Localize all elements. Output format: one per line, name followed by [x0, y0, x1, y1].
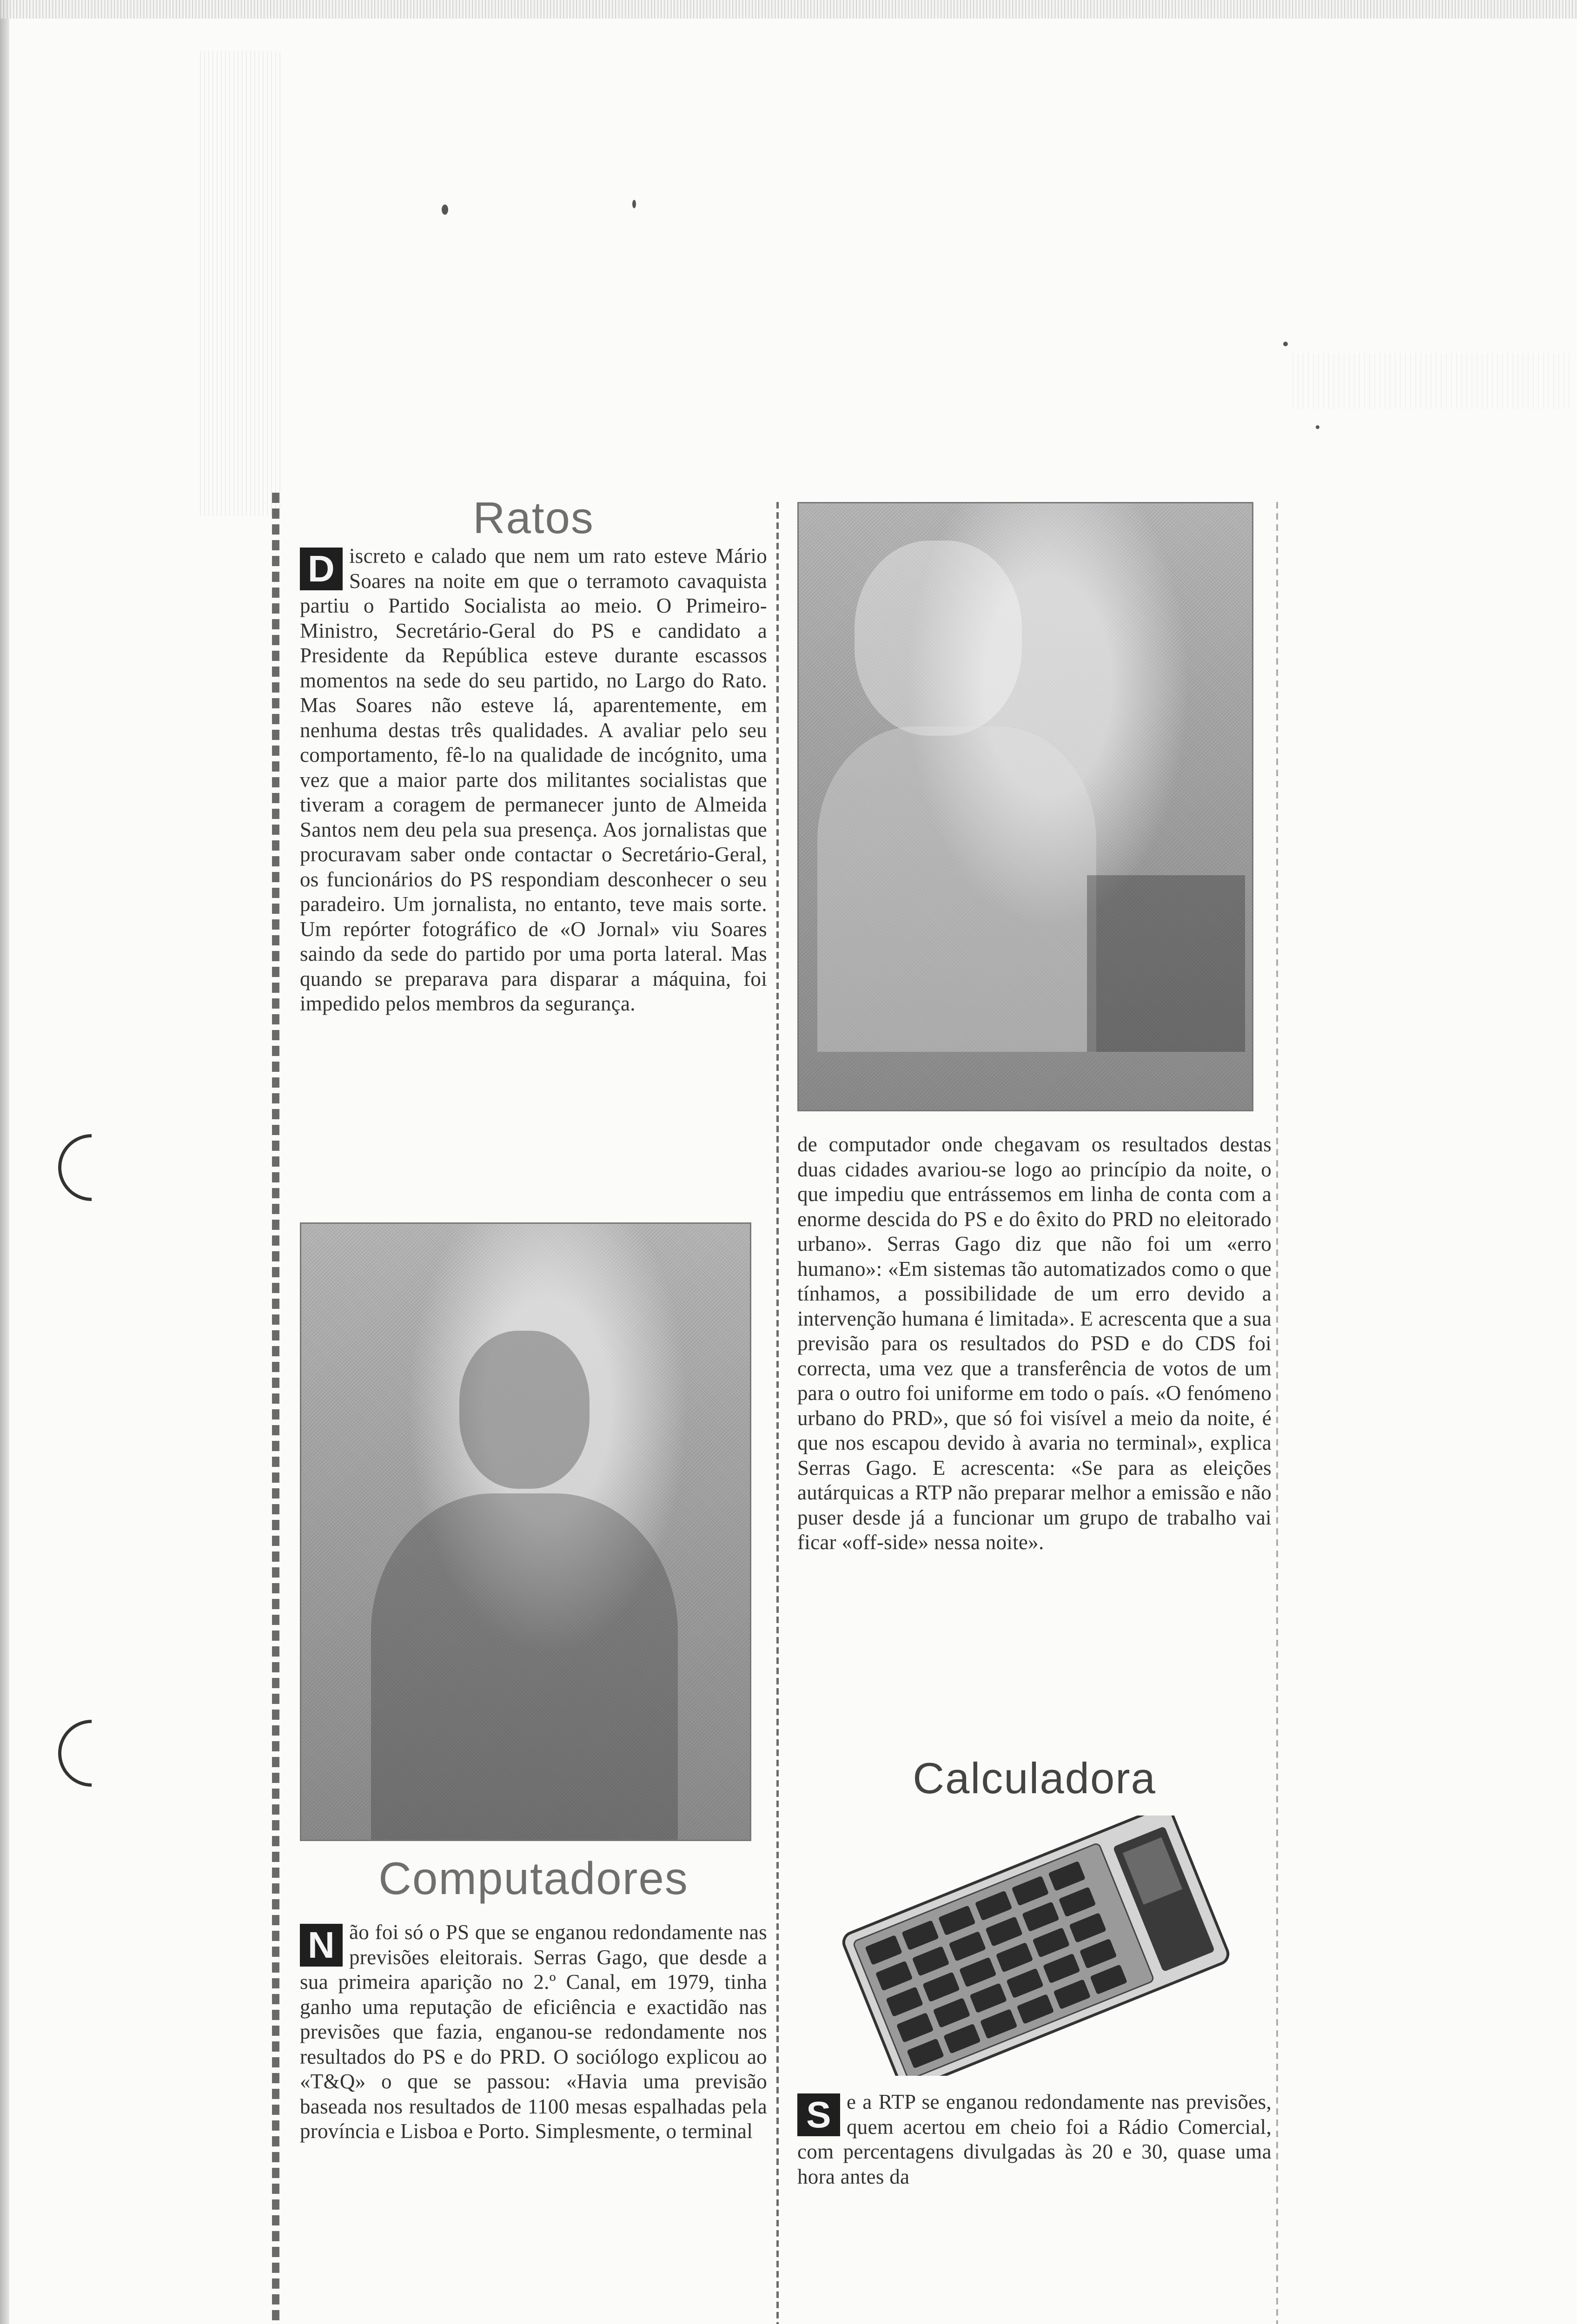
scan-speck	[1316, 425, 1319, 429]
computadores-body	[300, 1920, 767, 2264]
photo-head	[459, 1331, 590, 1489]
scan-speck	[632, 200, 636, 208]
ratos-dropcap: D	[300, 548, 343, 590]
newspaper-clipping	[272, 493, 1285, 2324]
computadores-headline: Computadores	[378, 1853, 689, 1904]
scan-speck	[1283, 342, 1288, 346]
bleed-through-right	[1292, 353, 1571, 409]
computadores-dropcap: N	[300, 1924, 343, 1967]
scan-speck	[442, 205, 448, 215]
clipping-right-edge	[1276, 502, 1278, 2324]
right-column	[797, 493, 1272, 2215]
column-divider	[776, 502, 779, 2324]
calculator-illustration	[797, 1816, 1262, 2076]
photo-torso	[371, 1493, 678, 1840]
computer-operator-photo	[797, 502, 1253, 1111]
photo-figure-head	[855, 541, 1022, 736]
calculadora-text: e a RTP se enganou redondamente nas previsões, quem acertou em cheio foi a Rádio Comercial, com percentagens divulgadas às 20 e 30, quase uma hora antes da	[797, 2090, 1272, 2188]
left-column	[300, 493, 767, 2264]
bleed-through-column	[200, 51, 284, 516]
computadores-text: ão foi só o PS que se enganou redondamente nas previsões eleitorais. Serras Gago, que desde a sua primeira aparição no 2.º Canal, em 1979, tinha ganho uma reputação de eficiência e exactidão nas previsões que fazia, enganou-se redondamente nos resultados do PS e do PRD. O sociólogo explicou ao «T&Q» o que se passou: «Havia uma previsão baseada nos resultados de 1100 mesas espalhadas pela província e Lisboa e Porto. Simplesmente, o terminal	[300, 1921, 767, 2143]
portrait-photo	[300, 1222, 751, 1841]
ratos-text: iscreto e calado que nem um rato esteve Mário Soares na noite em que o terramoto cavaquista partiu o Partido Socialista ao meio. O Primeiro-Ministro, Secretário-Geral do PS e candidato a Presidente da República esteve durante escassos momentos na sede do seu partido, no Largo do Rato. Mas Soares não esteve lá, aparentemente, em nenhuma destas três qualidades. A avaliar pelo seu comportamento, fê-lo na qualidade de incógnito, uma vez que a maior parte dos militantes socialistas que tiveram a coragem de permanecer junto de Almeida Santos nem deu pela sua presença. Aos jornalistas que procuravam saber onde contactar o Secretário-Geral, os funcionários do PS respondiam desconhecer o seu paradeiro. Um jornalista, no entanto, teve mais sorte. Um repórter fotográfico de «O Jornal» viu Soares saindo da sede do partido por uma porta lateral. Mas quando se preparava para disparar a máquina, foi impedido pelos membros da segurança.	[300, 544, 767, 1015]
scan-noise-top	[0, 0, 1577, 19]
punch-hole-upper	[44, 1120, 139, 1215]
scan-left-edge	[0, 0, 9, 2324]
photo-keyboard	[1087, 875, 1245, 1052]
calculator-icon	[797, 1816, 1262, 2076]
calculadora-headline: Calculadora	[913, 1754, 1156, 1802]
calculadora-body	[797, 2090, 1272, 2215]
ratos-body	[300, 544, 767, 1215]
punch-hole-lower	[44, 1706, 139, 1801]
calculadora-dropcap: S	[797, 2093, 840, 2136]
ratos-headline: Ratos	[473, 493, 594, 543]
clipping-left-border	[272, 493, 279, 2324]
photo-figure-body	[817, 726, 1096, 1052]
computadores-continuation: de computador onde chegavam os resultados destas duas cidades avariou-se logo ao princípio da noite, o que impediu que entrássemos em linha de conta com a enorme descida do PS e do êxito do PRD no eleitorado urbano». Serras Gago diz que não foi um «erro humano»: «Em sistemas tão automatizados como o que tínhamos, a possibilidade de um erro devido a intervenção humana é limitada». E acrescenta que a sua previsão para os resultados do PSD e do CDS foi correcta, uma vez que a transferência de votos de um para o outro foi uniforme em todo o país. «O fenómeno urbano do PRD», que só foi visível a meio da noite, é que nos escapou devido à avaria no terminal», explica Serras Gago. E acrescenta: «Se para as eleições autárquicas a RTP não preparar melhor a emissão e não puser desde já a funcionar um grupo de trabalho vai ficar «off-side» nessa noite».	[797, 1133, 1272, 1554]
